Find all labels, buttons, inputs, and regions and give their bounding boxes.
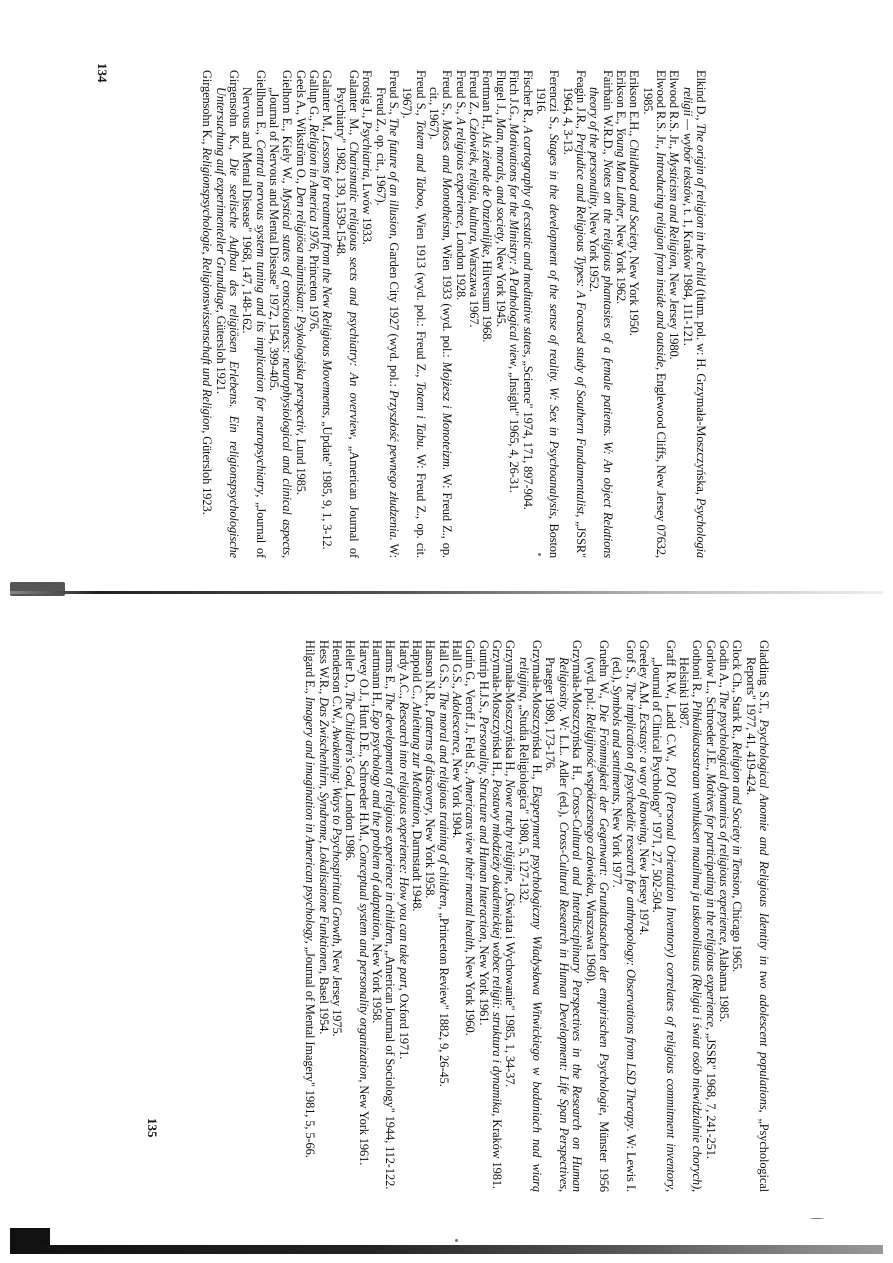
entry-title: A cartography of ecstatic and meditative states [520,125,535,355]
entry-text: Elkind D., [694,70,708,124]
entry-title: Religion in America 1976 [307,123,322,250]
entry-text: , Lwów 1933. [360,177,375,245]
page-number-left: 134 [95,63,110,83]
entry-title: Man, morals, and society [493,117,508,241]
scan-edge-bar [10,1245,883,1254]
entry-text: , New York 1962. [613,218,628,305]
entry-text: , Helsinki 1987. [676,657,705,1192]
entry-text: , New York 1904. [450,752,465,839]
entry-text: , „Psychological Reports" 1977, 41, 419-424. [743,657,771,1192]
entry-title: Awakening: Ways to Psychospiritual Growth [330,726,344,944]
entry-text: (tłum. pol. w: H. Grzymała-Moszczyńska, [694,285,708,498]
entry-title: Central nervous system tuning and its implication for neuropsychiatry [253,139,268,495]
entry-text: , „Science" 1974, 171, 897-904. [520,354,535,510]
entry-title: Cross-Cultural Research in Human Development: Life Span Perspectives [556,821,571,1189]
entry-text: Grzymała-Moszczyńska H., [570,640,585,787]
bibliography-entry [267,70,294,558]
entry-text: , Praeger 1989, 173-176. [543,657,571,1192]
entry-text: , Darmstadt 1948. [410,824,425,912]
entry-text: Gruehn W., [596,640,611,705]
entry-title: Nowe ruchy religijne [503,779,518,882]
bibliography-entry [667,70,680,558]
entry-text: , Kraków 1981. [490,1113,505,1189]
entry-text: , Chicago 1965. [730,895,745,973]
entry-text: Gielhorn E., Kiely W., [280,70,295,188]
entry-title: Totem i Tabu [413,381,428,447]
bibliography-entry [516,640,543,1192]
entry-text: Graff R.W., Ladd C.W., [663,640,678,767]
bibliography-entry [627,70,640,558]
entry-text: , „American Journal of Sociology" 1944, 112-122. [383,944,398,1190]
bibliography-entry [463,640,476,1192]
bibliography-entry [450,640,463,1192]
entry-text: , Oxford 1971. [396,987,411,1060]
entry-text: Freud S., [453,70,468,118]
entry-text: . W: Freud Z., op. cit. 1967). [400,87,428,558]
entry-title: Totem and Taboo [413,119,428,207]
entry-text: Freud S., [387,70,402,118]
entry-title: The development of religious experience in children [383,692,398,945]
entry-text: , New York 1945. [493,241,508,327]
entry-text: Geels A., Wikström O., [293,70,308,187]
entry-text: Frostig J., [360,70,375,122]
scan-dust-dot [455,1239,458,1242]
bibliography-entry [316,640,329,1192]
bibliography-entry [503,640,516,1192]
entry-title: Moses and Monotheism [440,119,455,238]
bibliography-entry [507,70,520,558]
entry-title: Psychologia religii — wybór tekstów [680,87,708,558]
bibliography-entry [480,70,493,558]
bibliography-entry [730,640,743,1192]
entry-text: , „Journal of Clinical Psychology" 1971, 27, 502-504. [650,657,678,1192]
entry-text: , Gütersloh 1923. [200,430,215,515]
entry-text: Heller D., [343,640,358,692]
entry-text: Elwood R.S. Jr., [653,70,668,153]
entry-title: Introducing religion from inside and outside [653,152,668,367]
entry-text: , „JSSR" 1964, 4, 3-13. [560,87,588,559]
bibliography-entry [356,640,369,1192]
entry-text: , „Journal of Nervous and Mental Disease" 1972, 154, 399-405. [267,87,295,558]
scan-dust-dot [538,553,541,556]
entry-text: , Alabama 1985. [716,942,731,1022]
entry-text: , New Jersey 1980. [667,266,682,360]
entry-title: Das Zwischenhirn, Syndrome, Lokalisatione Funktionen [316,697,331,971]
entry-text: , New York 1960. [463,949,478,1036]
bibliography-entry [333,70,360,558]
entry-text: , Wien 1933 (wyd. pol.: [440,237,455,362]
entry-title: Postawy młodzieży akademickiej wobec religii: struktura i dynamika [490,779,505,1114]
entry-text: , Hilversum 1968. [480,254,495,343]
entry-text: , Gütersloh 1921. [213,309,228,394]
entry-text: Erikson E., [613,70,628,128]
entry-title: Patterns of discovery [423,709,438,813]
entry-title: Mojżesz i Monoteizm [440,361,455,467]
entry-text: Harvey O.J., Hunt D.E., Schroeder H.M., [356,640,371,845]
entry-text: Erikson E.H., [627,70,642,140]
entry-text: , „Journal of Mental Imagery" 1981, 5, 5-66. [303,940,318,1158]
entry-title: A religious experience [453,117,468,226]
entry-text: Glock Ch., Stark R., [730,640,745,742]
entry-text: , Münster 1956 (wyd. pol.: [583,657,611,1192]
entry-title: Anleitung zur Meditation [410,702,425,825]
entry-text: , „JSSR" 1968, 7, 241-251. [703,1026,718,1159]
entry-text: , Garden City 1927 (wyd. pol.: [387,236,402,391]
entry-title: The moral and religious training of children [436,691,451,907]
entry-text: Feagin J.R., [573,70,588,133]
entry-text: Fischer R., [520,70,535,126]
bibliography-entry [717,640,730,1192]
bibliography-entry [587,70,614,558]
page-fold-line [10,591,883,594]
entry-title: Imagery and imagination in American psychology [303,696,318,941]
entry-title: Cross-Cultural and Interdisciplinary Perspectives in the Research on Human Religiosity [556,657,585,1192]
bibliography-entry [490,640,503,1192]
bibliography-entry [494,70,507,558]
bibliography-entry [583,640,610,1192]
entry-text: Godin A., [716,640,731,691]
entry-text: Hardy A.C., [396,640,411,702]
bibliography-entry [200,70,213,558]
bibliography-entry [330,640,343,1192]
entry-title: Die seelische Aufbau des religiösen Erlebens. Ein religionspsychologische Untersuchung auf experimenteller Grundlage [213,87,241,558]
entry-text: . W: Freud Z., op. cit., 1967). [373,87,402,558]
entry-text: , New York 1958. [370,937,385,1024]
entry-text: Gorlow L., Schroeder J.E., [703,640,718,774]
entry-title: Notes on the religious phantasies of a female patients. W: An object Relations theory of the personality [587,87,615,558]
bibliography-entry [436,640,449,1192]
bibliography-entry [453,70,466,558]
entry-text: Freud S., [440,70,455,120]
entry-title: Symbols and sentiments [610,685,625,802]
entry-title: Lessons for treatment from the New Religious Movements [320,134,335,416]
bibliography-entry [614,70,627,558]
entry-text: , „Insight" 1965, 4, 26-31. [507,365,522,493]
bibliography-entry [743,640,770,1192]
entry-text: , „American Journal of Psychiatry" 1982, 139, 1539-1548. [333,87,362,558]
entry-text: , London 1986. [343,786,358,861]
entry-text: Greeley A.M., [636,640,651,713]
entry-text: , Wien 1913 (wyd. pol.: Freud Z., [413,206,428,382]
bibliography-entry [396,640,409,1192]
entry-text: , Warszawa 1960). [583,893,598,984]
entry-text: , „Studia Religiologica" 1980, 5, 127-132. [516,698,531,904]
entry-title: The future of an illusion [387,117,402,237]
entry-title: Motives for participating in the religious experience [703,773,718,1027]
bibliography-entry [400,70,427,558]
entry-title: Stages in the development of the sense of reality. W: Sex in Psychoanalysis [547,133,562,516]
entry-title: Als ziende de Onzienlijke [480,132,495,255]
entry-title: Charismatic religious sects and psychiatry: An overview [347,141,362,437]
entry-text: Happold C., [410,640,425,703]
entry-title: The implication of psychedelic research for anthropology: Observations from LSD Therapy [623,682,638,1129]
entry-text: Giellhorn E., [253,70,268,140]
bibliography-entry [383,640,396,1192]
bibliography-entry [476,640,489,1192]
entry-text: Freud Z., [467,70,482,118]
bibliography-entry [680,70,707,558]
entry-text: Harms E., [383,640,398,692]
entry-text: , Lund 1985. [293,432,308,495]
entry-text: Fitch J.G., [507,70,522,124]
entry-text: Hall G.S., [436,640,451,692]
bibliography-entry [427,70,454,558]
entry-text: , Englewood Cliffs, New Jersey 07632, 1985. [640,87,668,558]
entry-text: , t. 1, Kraków 1984, 111-121. [680,202,695,346]
entry-text: Gallup G., [307,70,322,124]
entry-title: Eksperyment psychologiczny Władysława Witwickiego w badaniach nad wiarą religijną [516,657,545,1192]
entry-text: Gothoni R., [690,640,705,701]
entry-text: , New York 1952. [587,205,602,292]
entry-text: Hanson N.R., [423,640,438,710]
entry-text: Grzymała-Moszczyńska H., [503,640,518,780]
bibliography-column-left [200,70,707,558]
entry-title: Psychiatria [360,121,375,178]
entry-title: Religion and Society in Tension [730,741,745,896]
entry-text: , New Jersey 1974. [636,842,651,936]
entry-text: , „Oświata i Wychowanie" 1985, 1, 34-37. [503,881,518,1088]
entry-title: POI (Personal Orientation Inventory) correlates of religious commitment inventory [663,766,678,1189]
bibliography-entry [343,640,356,1192]
entry-text: , London 1928. [453,225,468,301]
entry-title: Przyszłość pewnego złudzenia [387,390,402,538]
entry-text: Henderson C.W., [330,640,344,727]
bibliography-entry [307,70,320,558]
entry-text: . W: L.L. Adler (ed.), [556,708,571,822]
entry-title: Człowiek, religia, kultura [467,117,482,242]
entry-text: Hess W.R., [316,640,331,698]
bibliography-entry [543,640,583,1192]
entry-title: The psychological dynamics of religious experience [716,690,731,943]
entry-text: Girgensohn K., [200,70,215,148]
entry-text: Freud S., [413,70,428,120]
scan-dust-dot [810,1218,824,1219]
entry-text: , New York 1950. [627,249,642,336]
entry-text: , New York 1977. [610,801,625,888]
entry-text: , New York 1958. [423,812,438,899]
entry-title: Mystical states of consciousness: neurophysiological and clinical aspects [280,187,295,555]
bibliography-entry [423,640,436,1192]
entry-title: Childhood and Society [627,139,642,250]
entry-title: Prejudice and Religious Types: A Focused study of Southern Fundamentalist [573,132,588,515]
entry-title: Young Man Luther [613,127,628,219]
entry-title: Religionspsychologie, Religionswissenschaft und Religion [200,147,215,431]
bibliography-entry [293,70,306,558]
bibliography-column-right [303,640,770,1192]
entry-text: Gladding S.T., [757,640,771,720]
bibliography-entry [360,70,373,558]
bibliography-entry [637,640,650,1192]
bibliography-entry [534,70,561,558]
entry-title: Research into religious experience: How you can take part [396,701,411,988]
entry-title: Adolescence [450,691,465,753]
entry-title: Conceptual system and personality organization [356,844,371,1080]
entry-text: Hilgard E., [303,640,318,697]
bibliography-entry [467,70,480,558]
bibliography-entry [370,640,383,1192]
entry-text: Galanter M., [347,70,362,142]
entry-text: Ferenczi S., [547,70,562,134]
bibliography-entry [703,640,716,1192]
entry-title: Psychological Anomie and Religious Identity in two adolescent populations [757,719,771,1110]
entry-text: Hall G.S., [450,640,465,692]
entry-text: , „Update" 1985, 9, 1, 3-12. [320,415,335,550]
bibliography-entry [677,640,704,1192]
entry-text: Grzymała-Moszczyńska H., [490,640,505,780]
bibliography-entry [373,70,400,558]
entry-title: Mysticism and Religion [667,151,682,267]
entry-title: Religijność współczesnego człowieka [583,712,598,894]
entry-title: Ecstasy: a way of knowing [636,712,651,843]
entry-text: , New York 1961. [476,939,491,1026]
entry-title: Die Frömmigkeit der Gegenwart: Grundtatsachen der empirischen Psychologie [596,704,611,1113]
bibliography-entry [320,70,333,558]
bibliography-entry [640,70,667,558]
entry-text: Hartmann H., [370,640,385,710]
entry-text: , Boston 1916. [533,87,562,558]
entry-text: , Princeton 1976. [307,249,322,332]
entry-text: Guntrip H.J.S., [476,640,491,717]
entry-text: Gurin G., Veroff J., Feld S., [463,640,478,777]
entry-text: . W: Lewis I. (ed.), [610,657,638,1192]
entry-text: Flugel J., [493,70,508,118]
entry-text: Fortman H., [480,70,495,133]
entry-title: The origin of religion in the child [694,123,708,286]
bibliography-entry [240,70,267,558]
entry-text: , Basel 1954. [316,970,331,1035]
bibliography-entry [610,640,637,1192]
entry-text: Elwood R.S. Jr., [667,70,682,152]
entry-text: Fairbain W.R.D., [600,70,615,160]
bibliography-entry [520,70,533,558]
entry-title: Americans view their mental health [463,776,478,950]
entry-title: Ego psychology and the problem of adaptation [370,709,385,938]
entry-text: , „Princeton Review" 1882, 9, 26-45. [436,906,451,1087]
entry-title: Motivations for the Ministry: A Pathological view [507,123,522,366]
bibliography-entry [410,640,423,1192]
entry-text: Girgensohn K., [226,70,241,159]
entry-text: , „Journal of Nervous and Mental Disease" 1968, 147, 148-162. [240,87,268,558]
bibliography-entry [650,640,677,1192]
entry-text: , New Jersey 1975. [330,943,344,1037]
entry-text: Grof S., [623,640,638,683]
entry-text: Grzymała-Moszczyńska H., [530,640,545,786]
entry-title: Personality, Structure and Human Interaction [476,716,491,940]
bibliography-entry [303,640,316,1192]
bibliography-entry [213,70,240,558]
bibliography-entry [560,70,587,558]
entry-title: Pihkaikatsastraan vanhuksen maailma ja uskonollisuus (Religia i świat osób niewidzialnie chorych) [690,700,705,1189]
entry-title: Den religiösa människan: Psykologiska perspectiv [293,186,308,433]
entry-title: The Children's God [343,691,358,787]
entry-text: , New York 1961. [356,1079,371,1166]
entry-text: , Warszawa 1967. [467,241,482,328]
page-number-right: 135 [145,1118,160,1138]
entry-text: . W: Freud Z., op. cit., 1967). [427,87,455,558]
entry-text: Galanter M., [320,70,335,135]
